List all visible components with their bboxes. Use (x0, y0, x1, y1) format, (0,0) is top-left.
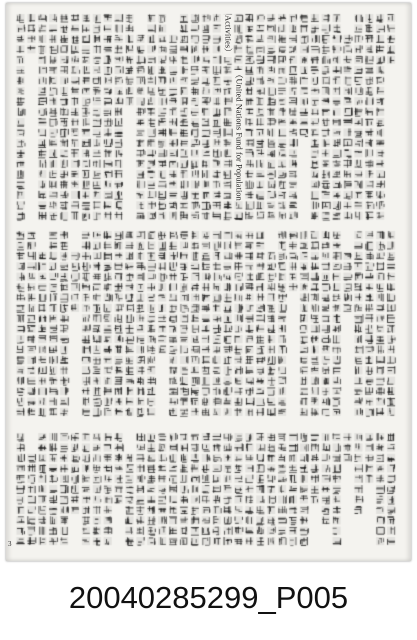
page-number: 3 (8, 540, 12, 548)
english-term-line-2: Activities） (223, 15, 234, 57)
english-term-line-1: （United Nations Fund for Population (234, 70, 245, 201)
image-caption: 20040285299_P005 (68, 580, 349, 615)
